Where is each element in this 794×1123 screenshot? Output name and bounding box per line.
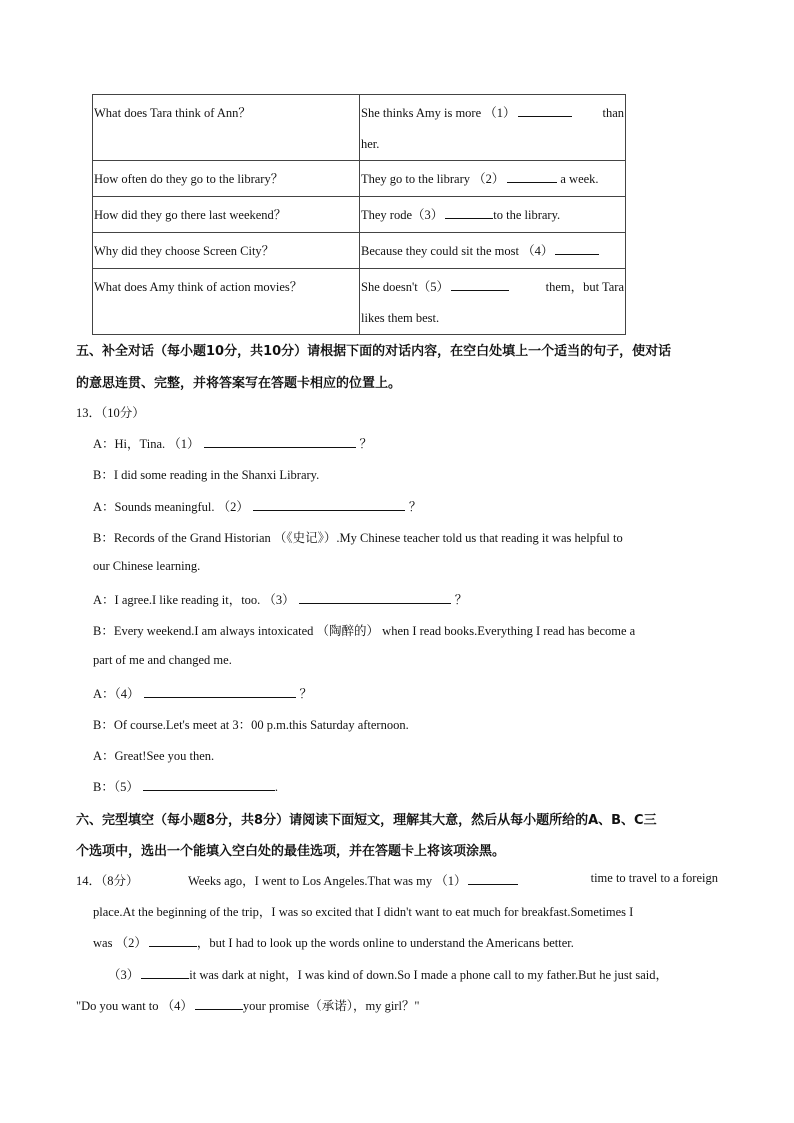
dialogue-line [93, 434, 372, 452]
answer-text: to the library. [493, 208, 561, 222]
answer-text: than [602, 106, 624, 120]
passage-line [76, 996, 420, 1014]
dialogue-blank-4[interactable] [144, 685, 296, 698]
passage-text: ，but I had to look up the words online to understand the Americans better. [196, 936, 574, 950]
answer-blank-1[interactable] [518, 104, 572, 117]
cloze-blank-4[interactable] [195, 997, 243, 1010]
reading-table [92, 94, 626, 335]
dialogue-line: A：Great!See you then. [93, 749, 215, 763]
passage-line: place.At the beginning of the trip，I was so excited that I didn't want to eat much for breakfast.Sometimes I [93, 905, 634, 919]
cloze-blank-3[interactable] [141, 966, 189, 979]
section5-heading: 五、补全对话（每小题10分，共10分）请根据下面的对话内容，在空白处填上一个适当的句子，使对话 [76, 344, 672, 359]
table-row [93, 233, 626, 269]
passage-text: was （2） [93, 936, 147, 950]
answer-text: She thinks Amy is more （1） [361, 106, 516, 120]
answer-text: They go to the library （2） [361, 172, 505, 186]
passage-text: （3） [108, 968, 140, 982]
dialogue-line: our Chinese learning. [93, 559, 201, 573]
section6-heading: 六、完型填空（每小题8分，共8分）请阅读下面短文，理解其大意，然后从每小题所给的A、B、C三 [76, 813, 657, 828]
question-cell: Why did they choose Screen City？ [93, 233, 360, 269]
dialogue-blank-1[interactable] [204, 435, 356, 448]
dialogue-punct: ？ [408, 500, 422, 514]
dialogue-line: B：Every weekend.I am always intoxicated （陶醉的） when I read books.Everything I read has become a [93, 624, 636, 638]
answer-cell [360, 95, 626, 161]
dialogue-text: A：I agree.I like reading it，too. （3） [93, 593, 295, 607]
cloze-blank-2[interactable] [149, 934, 197, 947]
answer-cell [360, 233, 626, 269]
answer-text: likes them best. [361, 311, 440, 325]
dialogue-line [93, 684, 312, 702]
question-14-label: 14．（8分） [76, 874, 139, 888]
dialogue-text: A：Hi，Tina. （1） [93, 437, 200, 451]
table-row [93, 269, 626, 335]
passage-text: it was dark at night，I was kind of down.So I made a phone call to my father.But he just said， [189, 968, 668, 982]
answer-blank-4[interactable] [555, 242, 599, 255]
answer-text: She doesn't（5） [361, 280, 450, 294]
section5-heading-cont: 的意思连贯、完整，并将答案写在答题卡相应的位置上。 [76, 376, 402, 391]
dialogue-line: B：Records of the Grand Historian （《史记》）.My Chinese teacher told us that reading it was helpful to [93, 531, 623, 545]
passage-line [188, 871, 718, 889]
dialogue-blank-2[interactable] [253, 498, 405, 511]
dialogue-punct: ？ [299, 687, 313, 701]
table-row [93, 161, 626, 197]
table-row [93, 95, 626, 161]
dialogue-line: B：I did some reading in the Shanxi Library. [93, 468, 320, 482]
dialogue-line [93, 777, 278, 795]
dialogue-line [93, 497, 421, 515]
dialogue-blank-5[interactable] [143, 778, 275, 791]
question-cell: How did they go there last weekend？ [93, 197, 360, 233]
dialogue-text: A：Sounds meaningful. （2） [93, 500, 249, 514]
dialogue-punct: ？ [454, 593, 468, 607]
dialogue-punct: ？ [359, 437, 373, 451]
answer-text: her. [361, 137, 380, 151]
dialogue-line: B：Of course.Let's meet at 3：00 p.m.this Saturday afternoon. [93, 718, 409, 732]
passage-text: Weeks ago，I went to Los Angeles.That was my （1） [188, 874, 467, 888]
answer-text: a week. [560, 172, 599, 186]
dialogue-blank-3[interactable] [299, 591, 451, 604]
section6-heading-cont: 个选项中，选出一个能填入空白处的最佳选项，并在答题卡上将该项涂黑。 [76, 844, 506, 859]
passage-text: your promise（承诺），my girl？" [242, 999, 420, 1013]
table-row [93, 197, 626, 233]
passage-text: "Do you want to （4） [76, 999, 193, 1013]
answer-text: Because they could sit the most （4） [361, 244, 554, 258]
cloze-blank-1[interactable] [468, 872, 518, 885]
dialogue-line: part of me and changed me. [93, 653, 232, 667]
dialogue-line [93, 590, 467, 608]
answer-blank-3[interactable] [445, 206, 493, 219]
dialogue-punct: . [274, 780, 278, 794]
answer-text: They rode（3） [361, 208, 444, 222]
answer-cell [360, 161, 626, 197]
answer-blank-2[interactable] [507, 170, 557, 183]
question-cell: What does Tara think of Ann？ [93, 95, 360, 161]
question-cell: What does Amy think of action movies？ [93, 269, 360, 335]
passage-text: time to travel to a foreign [590, 871, 718, 885]
answer-cell [360, 197, 626, 233]
dialogue-text: A：（4） [93, 687, 140, 701]
answer-cell [360, 269, 626, 335]
dialogue-text: B：（5） [93, 780, 139, 794]
question-cell: How often do they go to the library？ [93, 161, 360, 197]
answer-blank-5[interactable] [451, 278, 509, 291]
answer-text: them，but Tara [545, 280, 624, 294]
question-13-label: 13．（10分） [76, 406, 145, 420]
passage-line [93, 933, 574, 951]
passage-line [108, 965, 720, 983]
